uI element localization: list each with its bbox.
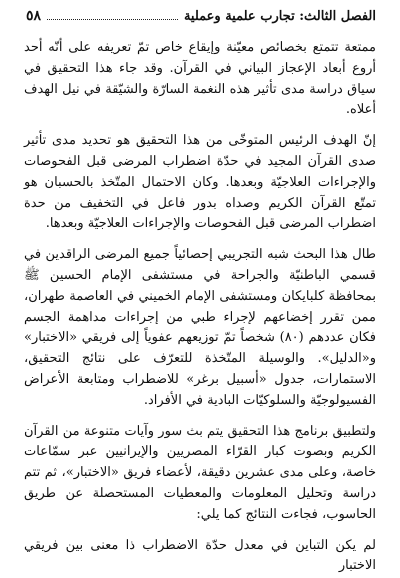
paragraph-results: لم يكن التباين في معدل حدّة الاضطراب ذا معنى بين فريقي الاختبار [24, 537, 376, 574]
paragraph-method: طال هذا البحث شبه التجريبي إحصائياً جميع المرضى الراقدين في قسمي الباطنيّة والجراحة في مستشفى الإمام الحسين ﷺ بمحافظة كلبايكان ومستشفى الإمام الخميني في العاصمة طهران، ممن تقرر إخضاعهم لإجراء طبي من إجراءات مداهمة الجسم فكان عددهم (٨٠) شخصاً تمّ توزيعهم عفوياً إلى فريقي «الاختبار» و«الدليل». والوسيلة المتّخذة للتعرّف على نتائج التحقيق، الاستمارات، جدول «أسبيل برغر» للاضطراب ومتابعة الأعراض الفسيولوجيّة والسلوكيّات البادية في الأفراد. [24, 247, 376, 408]
header-dot-leader [47, 19, 178, 20]
running-header [26, 8, 376, 30]
page-number: ٥٨ [26, 8, 42, 24]
paragraph-goal: إنّ الهدف الرئيس المتوخّى من هذا التحقيق هو تحديد مدى تأثير صدى القرآن المجيد في حدّة اضطراب المرضى قبل الفحوصات والإجراءات العلاجيّة وبعدها. وكان الاحتمال المتّخذ بالحسبان هو تمتّع القرآن الكريم وصداه بدور فاعل في التخفيف من حدة اضطراب المرضى قبل الفحوصات والإجراءات العلاجيّة وبعدها. [24, 133, 376, 232]
paragraph-intro: ممتعة تتمتع بخصائص معيّنة وإيقاع خاص تمّ تعريفه على أنّه أحد أروع أبعاد الإعجاز البياني في القرآن. وقد جاء هذا التحقيق في سياق دراسة مدى تأثير هذه النغمة السارّة والشيّقة في نيل الهدف أعلاه. [24, 40, 376, 118]
chapter-title: الفصل الثالث: تجارب علمية وعملية [183, 9, 376, 24]
paragraph-procedure: ولتطبيق برنامج هذا التحقيق يتم بث سور وآيات متنوعة من القرآن الكريم وبصوت كبار القرّاء المصريين والإيرانيين عبر سمّاعات خاصة، وعلى مدى عشرين دقيقة، لأعضاء فريق «الاختبار»، ثم تتم دراسة وتحليل المعلومات والمعطيات المستحصلة عن طريق الحاسوب، فجاءت النتائج كما يلي: [24, 423, 376, 522]
